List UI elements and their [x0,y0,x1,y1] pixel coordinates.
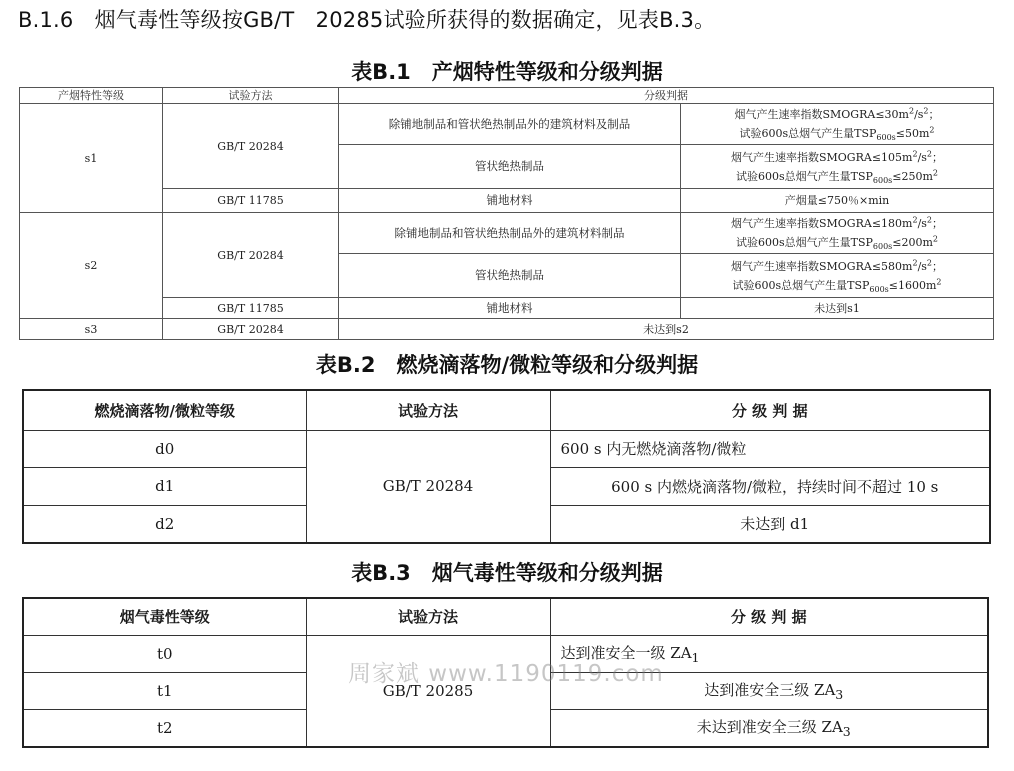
grade-cell: d0 [23,430,306,467]
method-cell: GB/T 20284 [163,213,339,298]
table-row [20,189,994,213]
table-row [20,104,994,145]
material-cell: 管状绝热制品 [339,145,681,189]
method-cell: GB/T 20284 [163,319,339,340]
grade-cell: s2 [20,213,163,319]
material-cell: 铺地材料 [339,189,681,213]
method-cell: GB/T 11785 [163,298,339,319]
criterion-cell: 未达到s1 [681,298,994,319]
header-cell: 分级判据 [339,88,994,104]
section-heading: B.1.6 烟气毒性等级按GB/T 20285试验所获得的数据确定，见表B.3。 [18,8,716,32]
criterion-cell: 产烟量≤750％×min [681,189,994,213]
criterion-cell: 600 s 内无燃烧滴落物/微粒 [550,430,990,467]
header-cell: 分 级 判 据 [550,598,988,635]
table-b1 [19,87,994,340]
method-cell: GB/T 11785 [163,189,339,213]
criterion-cell: 未达到s2 [339,319,994,340]
criterion-cell: 未达到 d1 [550,505,990,543]
grade-cell: s1 [20,104,163,213]
watermark: 周家斌 www.1190119.com [348,661,664,687]
header-cell: 试验方法 [306,598,550,635]
grade-cell: d2 [23,505,306,543]
grade-cell: s3 [20,319,163,340]
material-cell: 管状绝热制品 [339,254,681,298]
table-header-row [20,88,994,104]
table-b1-caption: 表B.1 产烟特性等级和分级判据 [351,60,663,84]
method-cell: GB/T 20285 [306,635,550,747]
grade-cell: t2 [23,709,306,747]
criterion-cell: 烟气产生速率指数$SMOGRA\le 30m^2/s^2$； 试验600s总烟气产生量$TSP_{600s}\le 50m^2$ [681,104,994,145]
header-cell: 试验方法 [163,88,339,104]
criterion-cell: 烟气产生速率指数$SMOGRA\le 580m^2/s^2$； 试验600s总烟气产生量$TSP_{600s}\le 1600m^2$ [681,254,994,298]
header-cell: 燃烧滴落物/微粒等级 [23,390,306,430]
header-cell: 试验方法 [306,390,550,430]
table-b3-caption: 表B.3 烟气毒性等级和分级判据 [351,561,663,585]
table-b2-caption: 表B.2 燃烧滴落物/微粒等级和分级判据 [315,353,699,377]
material-cell: 铺地材料 [339,298,681,319]
criterion-cell: 烟气产生速率指数$SMOGRA\le 180m^2/s^2$； 试验600s总烟气产生量$TSP_{600s}\le 200m^2$ [681,213,994,254]
criterion-cell: 未达到准安全三级 $ZA_3$ [550,709,988,747]
header-cell: 烟气毒性等级 [23,598,306,635]
header-cell: 分 级 判 据 [550,390,990,430]
table-row [20,319,994,340]
criterion-cell: 达到准安全一级 $ZA_1$ [550,635,988,672]
material-cell: 除铺地制品和管状绝热制品外的建筑材料制品 [339,213,681,254]
grade-cell: d1 [23,467,306,505]
table-header-row [23,598,988,635]
grade-cell: t1 [23,672,306,709]
table-header-row [23,390,990,430]
material-cell: 除铺地制品和管状绝热制品外的建筑材料及制品 [339,104,681,145]
table-row [20,213,994,254]
criterion-cell: 烟气产生速率指数$SMOGRA\le 105m^2/s^2$； 试验600s总烟气产生量$TSP_{600s}\le 250m^2$ [681,145,994,189]
method-cell: GB/T 20284 [163,104,339,189]
criterion-cell: 达到准安全三级 $ZA_3$ [550,672,988,709]
criterion-cell: 600 s 内燃烧滴落物/微粒，持续时间不超过 10 s [550,467,990,505]
grade-cell: t0 [23,635,306,672]
method-cell: GB/T 20284 [306,430,550,543]
table-b2 [22,389,991,544]
table-row [23,430,990,467]
header-cell: 产烟特性等级 [20,88,163,104]
table-row [20,298,994,319]
